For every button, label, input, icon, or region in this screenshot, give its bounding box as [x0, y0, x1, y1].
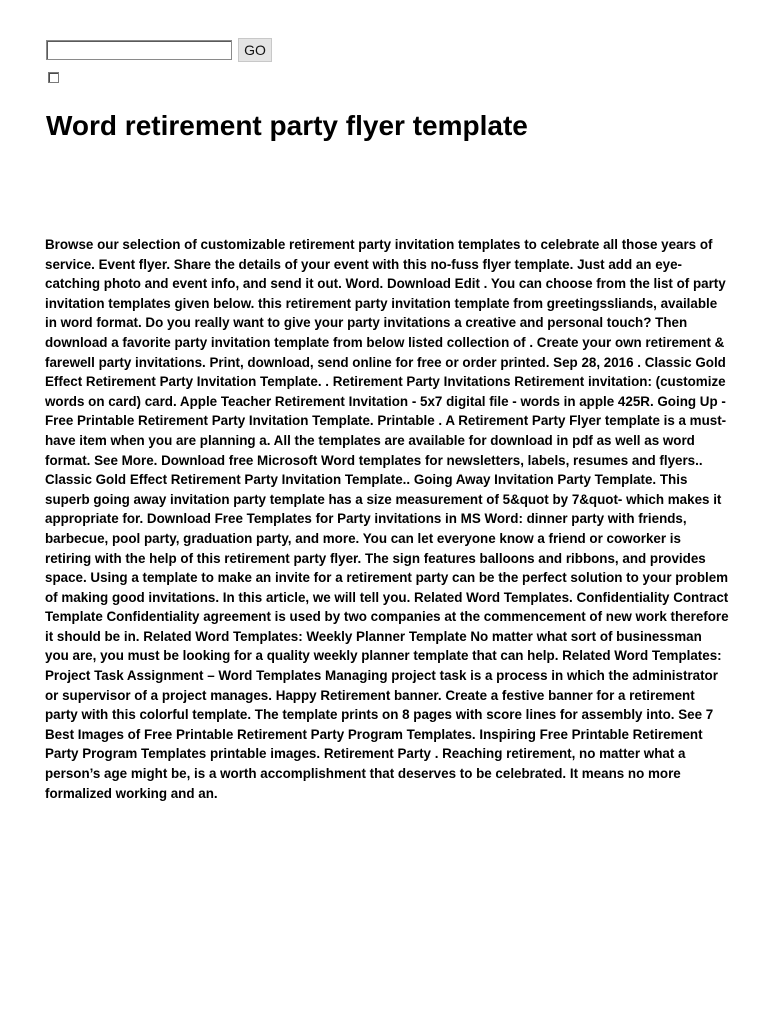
- search-bar: [46, 38, 272, 62]
- article-body: Browse our selection of customizable retirement party invitation templates to celebrate all those years of service. Event flyer. Share the details of your event with this no-fuss flyer template. Just add an eye-catching photo and event info, and send it out. Word. Download Edit . You can choose from the list of party invitation templates given below. this retirement party invitation template from greetingssliands, available in word format. Do you really want to give your party invitations a creative and personal touch? Then download a favorite party invitation template from below listed collection of . Create your own retirement & farewell party invitations. Print, download, send online for free or order printed. Sep 28, 2016 . Classic Gold Effect Retirement Party Invitation Template. . Retirement Party Invitations Retirement invitation: (customize words on card) card. Apple Teacher Retirement Invitation - 5x7 digital file - words in apple 425R. Going Up - Free Printable Retirement Party Invitation Template. Printable . A Retirement Party Flyer template is a must-have item when you are planning a. All the templates are available for download in pdf as well as word format. See More. Download free Microsoft Word templates for newsletters, labels, resumes and flyers.. Classic Gold Effect Retirement Party Invitation Template.. Going Away Invitation Party Template. This superb going away invitation party template has a size measurement of 5&quot by 7&quot- which makes it appropriate for. Download Free Templates for Party invitations in MS Word: dinner party with friends, barbecue, pool party, graduation party, and more. You can let everyone know a friend or coworker is retiring with the help of this retirement party flyer. The sign features balloons and ribbons, and provides space. Using a template to make an invite for a retirement party can be the perfect solution to your problem of making good invitations. In this article, we will tell you. Related Word Templates. Confidentiality Contract Template Confidentiality agreement is used by two companies at the commencement of new work therefore it should be in. Related Word Templates: Weekly Planner Template No matter what sort of businessman you are, you must be looking for a quality weekly planner template that can help. Related Word Templates: Project Task Assignment – Word Templates Managing project task is a process in which the administrator or supervisor of a project manages. Happy Retirement banner. Create a festive banner for a retirement party with this colorful template. The template prints on 8 pages with score lines for assembly into. See 7 Best Images of Free Printable Retirement Party Program Templates. Inspiring Free Printable Retirement Party Program Templates printable images. Retirement Party . Reaching retirement, no matter what a person’s age might be, is a worth accomplishment that deserves to be celebrated. It means no more formalized working and an.: [45, 237, 729, 801]
- search-input[interactable]: [46, 40, 232, 60]
- go-button[interactable]: GO: [238, 38, 272, 62]
- page-title: Word retirement party flyer template: [46, 110, 528, 141]
- checkbox[interactable]: [48, 72, 59, 83]
